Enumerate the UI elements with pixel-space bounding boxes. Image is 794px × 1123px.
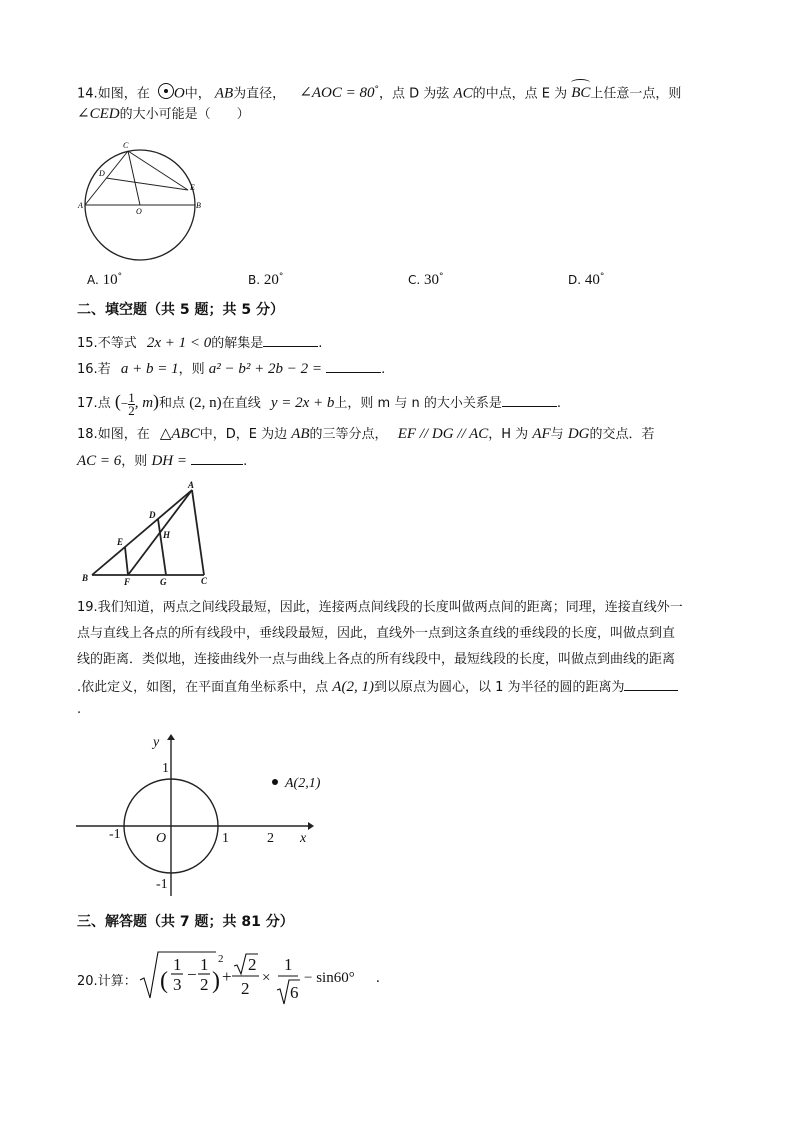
svg-text:−: − — [187, 965, 197, 984]
q18-label-g: G — [160, 577, 167, 587]
q20-den-2: 2 — [200, 975, 209, 994]
q19-label-y: y — [153, 735, 160, 750]
q16-answer-blank[interactable] — [326, 358, 381, 373]
q18-label-a: A — [188, 480, 195, 490]
q19-label-origin: O — [156, 831, 167, 846]
q14-label-d: D — [99, 169, 105, 178]
q14-label-b: B — [196, 201, 201, 210]
q14-label-a: A — [78, 201, 83, 210]
q14-label-c: C — [123, 141, 129, 150]
q19-line1: 19.我们知道，两点之间线段最短，因此，连接两点间线段的长度叫做两点间的距离；同理，连接直线外一 — [77, 600, 683, 615]
q14-label-o: O — [136, 207, 142, 216]
q20-end: . — [376, 970, 380, 986]
q19-line2: 点与直线上各点的所有线段中，垂线段最短，因此，直线外一点到这条直线的垂线段的长度，叫做点到直 — [77, 626, 676, 641]
q19-line3: 线的距离．类似地，连接曲线外一点与曲线上各点的所有线段中，最短线段的长度，叫做点到曲线的距离 — [77, 652, 676, 667]
q18-answer-blank[interactable] — [191, 450, 243, 465]
q19-y-arrow-icon — [167, 734, 175, 740]
q14-line2: ∠CED的大小可能是（ ） — [77, 106, 250, 122]
q14-label-e: E — [190, 183, 195, 192]
q18-segment-af — [128, 490, 192, 575]
q15: 15.不等式 2x + 1 < 0的解集是 . — [77, 332, 322, 354]
q15-answer-blank[interactable] — [263, 332, 318, 347]
q17-point2: (2, n) — [189, 395, 222, 411]
q19-line4: .依此定义，如图，在平面直角坐标系中，点 A(2, 1)到以原点为圆心，以 1 为半径的圆的距离为 — [77, 676, 678, 698]
q19-line5: . — [77, 702, 82, 717]
q19-label-y-neg1: -1 — [156, 877, 168, 892]
q18-segment-ef — [125, 547, 128, 575]
q20-den-2b: 2 — [241, 979, 250, 998]
q20-den-3: 3 — [173, 975, 182, 994]
section-3-heading: 三、解答题（共 7 题；共 81 分） — [77, 914, 294, 930]
arc-bc: BC — [571, 85, 590, 101]
q20-num-1c: 1 — [284, 955, 293, 974]
q19-label-x-neg1: -1 — [109, 827, 121, 842]
q20-tail: − sin60° — [304, 970, 355, 986]
q14-figure — [78, 138, 202, 264]
q20-exponent: 2 — [218, 953, 224, 965]
q18-label-b: B — [82, 573, 89, 583]
q20-times: × — [262, 970, 271, 986]
q19-coordinate-figure — [76, 732, 321, 900]
q18-side-ab — [92, 490, 192, 575]
q19-label-x: x — [300, 831, 307, 846]
q20-sqrt6-arg: 6 — [290, 983, 299, 1002]
q14-segment-de — [106, 178, 188, 190]
q19-label-point-a: A(2,1) — [285, 776, 321, 791]
section-2-heading: 二、填空题（共 5 题；共 5 分） — [77, 302, 284, 318]
q17-answer-blank[interactable] — [502, 392, 557, 407]
q14-segment-ce — [128, 151, 188, 190]
q18-line1: 18.如图，在 △ABC中，D，E 为边 AB的三等分点， EF // DG // AC，H 为 AF与 DG的交点．若 — [77, 426, 655, 442]
q14-option-d[interactable]: D. 40° — [568, 272, 605, 288]
q17-point1: ( — [114, 391, 121, 411]
q18-label-h: H — [163, 530, 171, 540]
q19-label-x2: 2 — [267, 831, 274, 846]
q14-option-a[interactable]: A. 10° — [87, 272, 123, 288]
q18-label-e: E — [117, 537, 124, 547]
q18-line2: AC = 6，则 DH = . — [77, 450, 247, 472]
q17: 17.点 (− $\frac{1}{2}$ , m)和点 (2, n)在直线 y = 2x + b上，则 m 与 n 的大小关系是 . — [77, 389, 561, 418]
circle-dot-icon — [158, 83, 174, 99]
q20-expression — [138, 948, 388, 1018]
q20-num-1a: 1 — [173, 955, 182, 974]
q20-num-1b: 1 — [200, 955, 209, 974]
svg-text:(: ( — [160, 968, 168, 994]
q19-point-a — [272, 779, 278, 785]
q14-option-c[interactable]: C. 30° — [408, 272, 444, 288]
q18-label-f: F — [124, 577, 131, 587]
q20-prefix: 20.计算： — [77, 974, 137, 989]
q18-label-c: C — [201, 576, 208, 586]
q14-option-b[interactable]: B. 20° — [248, 272, 284, 288]
q19-x-arrow-icon — [308, 822, 314, 830]
q18-side-ac — [192, 490, 204, 575]
q20-sqrt-arg: 2 — [248, 955, 257, 974]
q16: 16.若 a + b = 1，则 a² − b² + 2b − 2 = . — [77, 358, 385, 380]
q14-line1: 14.如图，在 O中， AB为直径， ∠AOC = 80°，点 D 为弦 AC的中点，点 E 为 BC 上任意一点，则 — [77, 80, 681, 104]
q19-answer-blank[interactable] — [624, 676, 678, 691]
svg-text:+: + — [222, 967, 232, 986]
q17-point1-fraction: − $\frac{1}{2}$ — [120, 389, 135, 418]
q19-label-x1: 1 — [222, 831, 229, 846]
q18-label-d: D — [149, 510, 156, 520]
q18-figure — [80, 481, 214, 585]
svg-text:): ) — [212, 968, 220, 994]
q19-label-y1: 1 — [162, 761, 169, 776]
q14-segment-oc — [128, 151, 140, 205]
